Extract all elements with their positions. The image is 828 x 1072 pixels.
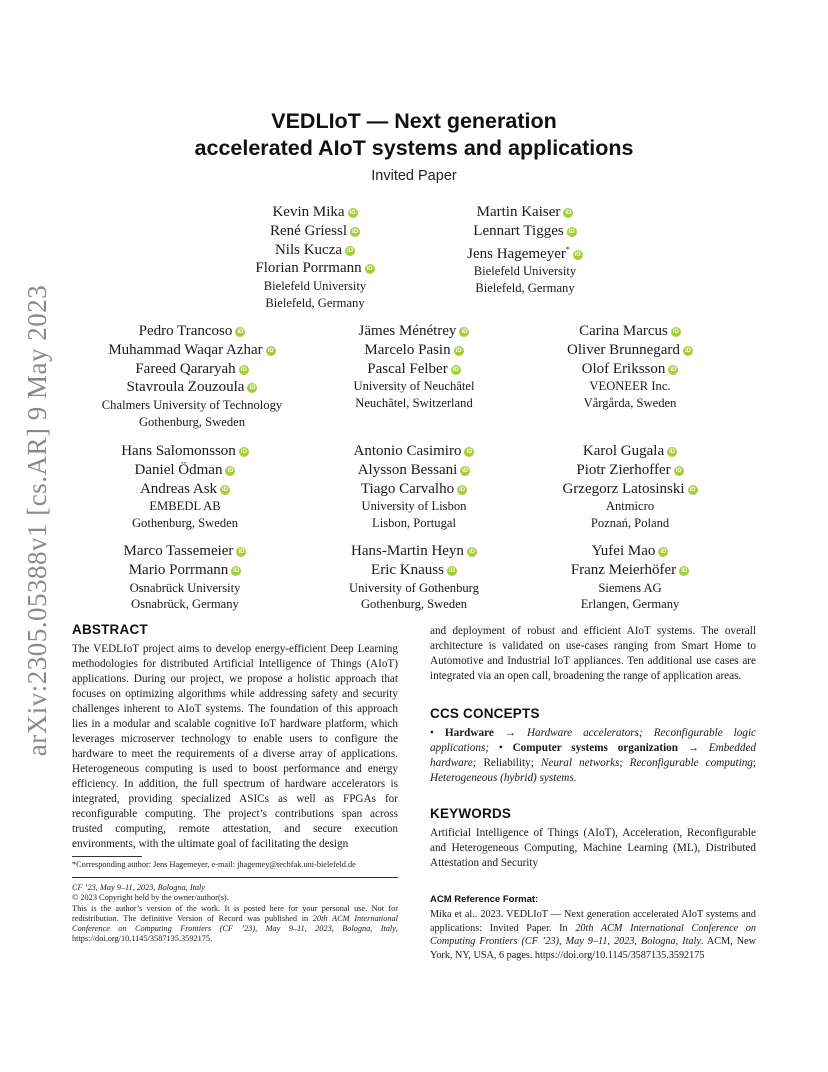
author-name: Lennart Tigges iD bbox=[473, 222, 575, 239]
acm-reference-heading: ACM Reference Format: bbox=[430, 894, 539, 905]
author-affiliation: University of Gothenburg bbox=[349, 580, 479, 595]
author-location: Gothenburg, Sweden bbox=[138, 414, 246, 429]
author-group-bielefeld-2 bbox=[425, 203, 625, 296]
orcid-icon[interactable]: iD bbox=[238, 549, 245, 555]
author-affiliation: Bielefeld University bbox=[473, 264, 577, 279]
orcid-icon[interactable]: iD bbox=[448, 567, 455, 574]
author-affiliation: University of Neuchâtel bbox=[353, 379, 475, 394]
author-group-antmicro bbox=[530, 442, 730, 531]
author-affiliation: University of Lisbon bbox=[361, 499, 467, 514]
author-name: Hans Salomonsson iD bbox=[121, 443, 247, 459]
author-group-gothenburg bbox=[314, 542, 514, 613]
author-name: Florian Porrmann iD bbox=[255, 260, 373, 277]
paper-title-line-2: accelerated AIoT systems and applications bbox=[194, 136, 634, 160]
author-name: Martin Kaiser iD bbox=[476, 204, 572, 220]
orcid-icon[interactable]: iD bbox=[455, 347, 462, 354]
orcid-icon[interactable]: iD bbox=[684, 347, 691, 354]
orcid-icon[interactable]: iD bbox=[222, 486, 229, 493]
conference-info-rule bbox=[72, 877, 398, 878]
orcid-icon[interactable]: iD bbox=[227, 467, 234, 474]
author-name: Carina Marcus iD bbox=[579, 323, 679, 339]
author-name: Karol Gugala iD bbox=[582, 443, 676, 459]
orcid-icon[interactable]: iD bbox=[681, 567, 688, 574]
author-group-veoneer bbox=[530, 322, 730, 411]
author-group-lisbon bbox=[314, 442, 514, 531]
author-name: Muhammad Waqar Azhar iD bbox=[108, 341, 274, 358]
author-location: Gothenburg, Sweden bbox=[131, 515, 239, 530]
author-name: Marcelo Pasin iD bbox=[364, 341, 462, 358]
author-location: Gothenburg, Sweden bbox=[360, 597, 468, 612]
orcid-icon[interactable]: iD bbox=[366, 266, 373, 273]
author-name: Jämes Ménétrey iD bbox=[358, 323, 468, 339]
author-name: Alysson Bessani iD bbox=[357, 461, 469, 478]
orcid-icon[interactable]: iD bbox=[349, 210, 356, 216]
author-name: Grzegorz Latosinski iD bbox=[562, 480, 696, 497]
author-name: Hans-Martin Heyn iD bbox=[351, 543, 475, 559]
author-group-neuchatel bbox=[314, 322, 514, 411]
author-name: Tiago Carvalho iD bbox=[360, 480, 466, 497]
author-name: René Griessl iD bbox=[269, 222, 359, 239]
orcid-icon[interactable]: iD bbox=[249, 385, 256, 392]
arxiv-identifier-text: arXiv:2305.05388v1 [cs.AR] 9 May 2023 bbox=[22, 284, 53, 756]
author-affiliation: Osnabrück University bbox=[129, 580, 241, 595]
author-name: Pascal Felber iD bbox=[367, 360, 459, 377]
orcid-icon[interactable]: iD bbox=[568, 228, 575, 235]
author-location: Osnabrück, Germany bbox=[131, 597, 239, 612]
orcid-icon[interactable]: iD bbox=[669, 449, 676, 455]
footnote-rule bbox=[72, 856, 142, 857]
orcid-icon[interactable]: iD bbox=[352, 228, 359, 235]
orcid-icon[interactable]: iD bbox=[240, 366, 247, 373]
orcid-icon[interactable]: iD bbox=[574, 251, 581, 258]
author-name: Antonio Casimiro iD bbox=[353, 443, 473, 459]
orcid-icon[interactable]: iD bbox=[240, 449, 247, 455]
author-name: Kevin Mika iD bbox=[272, 204, 356, 220]
author-affiliation: VEONEER Inc. bbox=[589, 379, 671, 394]
orcid-icon[interactable]: iD bbox=[670, 366, 677, 373]
author-location: Bielefeld, Germany bbox=[265, 295, 365, 310]
ccs-heading: CCS CONCEPTS bbox=[430, 706, 540, 721]
author-name: Fareed Qararyah iD bbox=[135, 360, 247, 377]
author-location: Bielefeld, Germany bbox=[475, 280, 575, 295]
author-group-bielefeld-1 bbox=[215, 203, 415, 311]
paper-title bbox=[100, 108, 728, 162]
author-affiliation: Chalmers University of Technology bbox=[101, 398, 283, 413]
orcid-icon[interactable]: iD bbox=[233, 567, 240, 574]
author-name: Marco Tassemeier iD bbox=[123, 543, 245, 559]
author-name: Eric Knauss iD bbox=[371, 561, 455, 578]
author-affiliation: Antmicro bbox=[605, 499, 655, 514]
orcid-icon[interactable]: iD bbox=[660, 549, 667, 555]
abstract-text-left: The VEDLIoT project aims to develop energy-efficient Deep Learning methodologies for distributed Artificial Intelligence of Things (AIoT) applications. During our project, we propose a holistic approach that focuses on optimizing algorithms while addressing safety and security challenges inherent to AIoT systems. The foundation of this approach lies in a modular and scalable cognitive IoT hardware platform, which leverages microserver technology to enable users to configure the hardware to meet the requirements of a diverse array of applications. Heterogeneous computing is used to boost performance and energy efficiency. In addition, the full spectrum of hardware accelerators is integrated, providing specialized ASICs as well as FPGAs for reconfigurable computing. The project’s contributions span across trusted computing, remote attestation, and secure execution environments, with the ultimate goal of facilitating the design bbox=[72, 643, 398, 850]
author-name: Jens Hagemeyer*iD bbox=[467, 244, 581, 262]
orcid-icon[interactable]: iD bbox=[689, 486, 696, 493]
author-affiliation: Siemens AG bbox=[598, 580, 662, 595]
author-location: Neuchâtel, Switzerland bbox=[355, 395, 473, 410]
paper-title-line-1: VEDLIoT — Next generation bbox=[271, 109, 557, 133]
orcid-icon[interactable]: iD bbox=[267, 347, 274, 354]
arxiv-identifier bbox=[18, 285, 58, 755]
author-name: Oliver Brunnegard iD bbox=[567, 341, 691, 358]
author-name: Olof Eriksson iD bbox=[581, 360, 677, 377]
orcid-icon[interactable]: iD bbox=[672, 329, 679, 335]
author-name: Franz Meierhöfer iD bbox=[570, 561, 688, 578]
author-location: Vårgårda, Sweden bbox=[583, 395, 677, 410]
conference-info bbox=[72, 883, 398, 945]
orcid-icon[interactable]: iD bbox=[675, 467, 682, 474]
author-name: Stavroula Zouzoula iD bbox=[126, 379, 256, 396]
author-affiliation: Bielefeld University bbox=[263, 279, 367, 294]
author-affiliation: EMBEDL AB bbox=[149, 499, 221, 514]
ccs-text: • Hardware → Hardware accelerators; Reconfigurable logic applications; • Computer systems organization → Embedded hardware; Reliability; Neural networks; Reconfigurable computing; Heterogeneous (hybrid) systems. bbox=[430, 727, 757, 784]
abstract-text-right: and deployment of robust and efficient AIoT systems. The overall architecture is validated on use-cases ranging from Smart Home to Automotive and Industrial IoT appliances. Ten additional use cases are integrated via an open call, broadening the range of application areas. bbox=[430, 625, 756, 682]
keywords-text: Artificial Intelligence of Things (AIoT), Acceleration, Reconfigurable and Heterogeneous Computing, Machine Learning (ML), Distributed Attestation and Security bbox=[430, 827, 756, 869]
author-location: Erlangen, Germany bbox=[580, 597, 680, 612]
orcid-icon[interactable]: iD bbox=[347, 247, 354, 254]
author-group-chalmers bbox=[72, 322, 312, 430]
author-name: Mario Porrmann iD bbox=[128, 561, 240, 578]
author-location: Lisbon, Portugal bbox=[372, 515, 456, 530]
orcid-icon[interactable]: iD bbox=[237, 329, 244, 335]
orcid-icon[interactable]: iD bbox=[468, 549, 475, 555]
author-name: Piotr Zierhoffer iD bbox=[576, 461, 682, 478]
keywords-heading: KEYWORDS bbox=[430, 806, 512, 821]
author-name: Daniel Ödman iD bbox=[134, 461, 234, 478]
author-group-osnabrueck bbox=[85, 542, 285, 613]
orcid-icon[interactable]: iD bbox=[459, 486, 466, 493]
version-note: This is the author’s version of the work. It is posted here for your personal use. Not for redistribution. The definitive Version of Record was published in 20th ACM International Conference on Computing Frontiers (CF ’23), May 9–11, 2023, Bologna, Italy, https://doi.org/10.1145/3587135.3592175. bbox=[72, 903, 398, 944]
abstract-heading: ABSTRACT bbox=[72, 622, 148, 637]
paper-subtitle: Invited Paper bbox=[371, 168, 457, 184]
author-name: Yufei Mao iD bbox=[591, 543, 667, 559]
author-group-embedl bbox=[85, 442, 285, 531]
copyright-line: © 2023 Copyright held by the owner/author(s). bbox=[72, 893, 229, 903]
author-group-siemens bbox=[530, 542, 730, 613]
author-name: Andreas Ask iD bbox=[139, 480, 229, 497]
orcid-icon[interactable]: iD bbox=[461, 329, 468, 335]
orcid-icon[interactable]: iD bbox=[462, 467, 469, 474]
acm-reference-text: Mika et al.. 2023. VEDLIoT — Next generation accelerated AIoT systems and applications: Invited Paper. In 20th ACM International Conference on Computing Frontiers (CF ’23), May 9–11, 2023, Bologna, Italy. ACM, New York, NY, USA, 6 pages. https://doi.org/10.1145/3587135.3592175 bbox=[430, 909, 756, 961]
author-name: Nils Kucza iD bbox=[274, 241, 354, 258]
orcid-icon[interactable]: iD bbox=[452, 366, 459, 373]
conference-venue: CF ’23, May 9–11, 2023, Bologna, Italy bbox=[72, 883, 206, 892]
author-location: Poznań, Poland bbox=[590, 515, 670, 530]
author-name: Pedro Trancoso iD bbox=[138, 323, 244, 339]
orcid-icon[interactable]: iD bbox=[466, 449, 473, 455]
corresponding-author-footnote: *Corresponding author: Jens Hagemeyer, e-mail: jhagemey@techfak.uni-bielefeld.de bbox=[72, 860, 356, 869]
orcid-icon[interactable]: iD bbox=[565, 210, 572, 216]
